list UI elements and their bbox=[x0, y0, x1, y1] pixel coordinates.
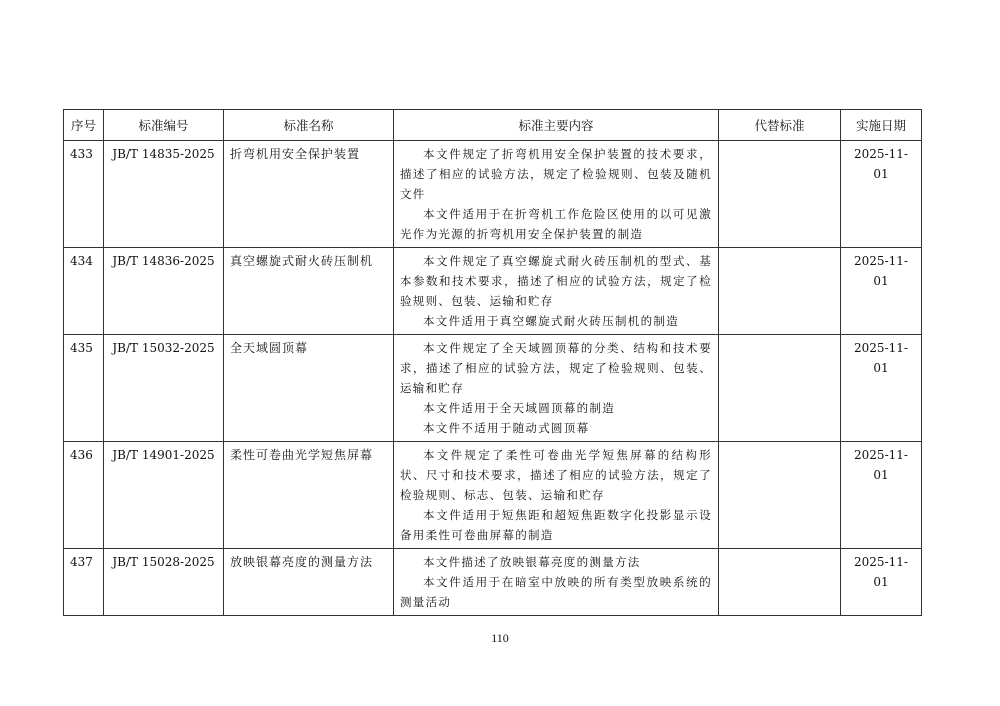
content-paragraph: 本文件规定了柔性可卷曲光学短焦屏幕的结构形状、尺寸和技术要求，描述了相应的试验方法，规定了检验规则、标志、包装、运输和贮存 bbox=[400, 448, 712, 502]
cell-name: 柔性可卷曲光学短焦屏幕 bbox=[224, 442, 394, 549]
header-date: 实施日期 bbox=[841, 110, 922, 141]
content-paragraph: 本文件规定了全天域圆顶幕的分类、结构和技术要求，描述了相应的试验方法，规定了检验规则、包装、运输和贮存 bbox=[400, 341, 712, 395]
content-paragraph: 本文件适用于真空螺旋式耐火砖压制机的制造 bbox=[423, 314, 679, 328]
content-paragraph: 本文件不适用于随动式圆顶幕 bbox=[423, 421, 590, 435]
cell-name: 折弯机用安全保护装置 bbox=[224, 141, 394, 248]
cell-replace bbox=[719, 141, 841, 248]
cell-seq: 437 bbox=[64, 549, 104, 616]
cell-code: JB/T 15028-2025 bbox=[104, 549, 224, 616]
table-row bbox=[64, 549, 922, 616]
cell-name: 放映银幕亮度的测量方法 bbox=[224, 549, 394, 616]
header-name: 标准名称 bbox=[224, 110, 394, 141]
cell-code: JB/T 14835-2025 bbox=[104, 141, 224, 248]
table-header-row bbox=[64, 110, 922, 141]
cell-seq: 433 bbox=[64, 141, 104, 248]
cell-content bbox=[394, 141, 719, 248]
header-content: 标准主要内容 bbox=[394, 110, 719, 141]
cell-date: 2025-11-01 bbox=[841, 141, 922, 248]
page-number: 110 bbox=[491, 631, 509, 645]
cell-replace bbox=[719, 335, 841, 442]
cell-replace bbox=[719, 442, 841, 549]
header-replace: 代替标准 bbox=[719, 110, 841, 141]
cell-code: JB/T 14901-2025 bbox=[104, 442, 224, 549]
table-row bbox=[64, 141, 922, 248]
cell-content bbox=[394, 442, 719, 549]
cell-date: 2025-11-01 bbox=[841, 335, 922, 442]
cell-date: 2025-11-01 bbox=[841, 248, 922, 335]
content-paragraph: 本文件适用于短焦距和超短焦距数字化投影显示设备用柔性可卷曲屏幕的制造 bbox=[400, 508, 712, 542]
content-paragraph: 本文件适用于在折弯机工作危险区使用的以可见激光作为光源的折弯机用安全保护装置的制造 bbox=[400, 207, 712, 241]
cell-name: 全天域圆顶幕 bbox=[224, 335, 394, 442]
cell-code: JB/T 14836-2025 bbox=[104, 248, 224, 335]
content-paragraph: 本文件适用于在暗室中放映的所有类型放映系统的测量活动 bbox=[400, 575, 712, 609]
cell-content bbox=[394, 248, 719, 335]
cell-name: 真空螺旋式耐火砖压制机 bbox=[224, 248, 394, 335]
content-paragraph: 本文件规定了真空螺旋式耐火砖压制机的型式、基本参数和技术要求，描述了相应的试验方法，规定了检验规则、包装、运输和贮存 bbox=[400, 254, 712, 308]
table-row bbox=[64, 248, 922, 335]
content-paragraph: 本文件适用于全天域圆顶幕的制造 bbox=[423, 401, 615, 415]
header-seq: 序号 bbox=[64, 110, 104, 141]
cell-content bbox=[394, 549, 719, 616]
content-paragraph: 本文件描述了放映银幕亮度的测量方法 bbox=[423, 555, 641, 569]
cell-seq: 436 bbox=[64, 442, 104, 549]
cell-replace bbox=[719, 549, 841, 616]
cell-seq: 434 bbox=[64, 248, 104, 335]
cell-replace bbox=[719, 248, 841, 335]
table-row bbox=[64, 335, 922, 442]
standards-table bbox=[63, 109, 922, 616]
table-row bbox=[64, 442, 922, 549]
cell-content bbox=[394, 335, 719, 442]
header-code: 标准编号 bbox=[104, 110, 224, 141]
cell-code: JB/T 15032-2025 bbox=[104, 335, 224, 442]
cell-seq: 435 bbox=[64, 335, 104, 442]
cell-date: 2025-11-01 bbox=[841, 549, 922, 616]
cell-date: 2025-11-01 bbox=[841, 442, 922, 549]
content-paragraph: 本文件规定了折弯机用安全保护装置的技术要求，描述了相应的试验方法，规定了检验规则、包装及随机文件 bbox=[400, 147, 712, 201]
